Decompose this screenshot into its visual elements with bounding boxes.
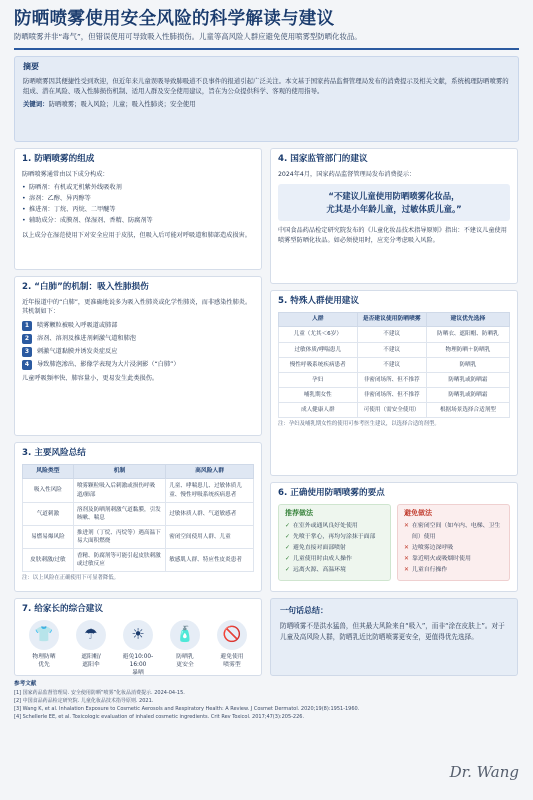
advice-label: 遮阳帽/ xyxy=(81,653,101,660)
table-row xyxy=(279,372,510,387)
table-row xyxy=(279,327,510,342)
table-cell: 敏感肌人群、特应性皮炎患者 xyxy=(166,549,254,572)
table-header: 建议优先选择 xyxy=(426,312,509,327)
left-column xyxy=(14,148,262,598)
item-text: 边喷雾边深呼吸 xyxy=(411,544,454,551)
table-cell: 根据场景选择合适剂型 xyxy=(426,402,509,417)
item-text: 避免直接对面部喷射 xyxy=(292,544,346,551)
table-cell: 不建议 xyxy=(357,357,426,372)
table-cell: 防晒乳或防晒霜 xyxy=(426,387,509,402)
table-row xyxy=(23,549,254,572)
section-title: 7. 给家长的综合建议 xyxy=(22,603,103,614)
section-outro: 儿童呼吸频率快、肺容量小，更易发生此类损伤。 xyxy=(22,374,159,382)
table-cell: 哺乳期女性 xyxy=(279,387,358,402)
table-note: 注：以上风险在正确使用下可显著降低。 xyxy=(22,575,120,582)
table-cell: 过敏体质人群、气道敏感者 xyxy=(166,502,254,525)
advice-label: 物理防晒 xyxy=(32,653,56,660)
section-mechanism xyxy=(14,276,262,436)
advice-item xyxy=(163,620,207,677)
step-number: 3 xyxy=(22,347,32,357)
main-columns xyxy=(14,148,519,598)
list-item: • 溶剂：乙醇、异丙醇等 xyxy=(22,194,254,205)
section-risks xyxy=(14,442,262,592)
sun-icon: ☀ xyxy=(123,620,153,650)
table-cell: 推进剂（丁烷、丙烷等）遇高温下易大面积燃烧 xyxy=(73,525,165,548)
table-cell: 喷雾颗粒吸入后刺激或损伤呼吸道/肺部 xyxy=(73,479,165,502)
step-number: 4 xyxy=(22,360,32,370)
table-header: 风险类型 xyxy=(23,464,74,479)
item-text: 儿童自行操作 xyxy=(411,566,448,573)
table-cell: 孕妇 xyxy=(279,372,358,387)
table-cell: 气道刺激 xyxy=(23,502,74,525)
list-item xyxy=(285,543,384,554)
list-item xyxy=(22,334,254,344)
table-cell: 吸入性风险 xyxy=(23,479,74,502)
summary-body: 防晒喷雾不是洪水猛兽，但其最大风险来自“吸入”，而非“涂在皮肤上”。对于儿童及高风险人群，防晒乳近比防晒喷雾更安全，更值得优先选择。 xyxy=(280,621,505,641)
list-item: • 推进剂：丁烷、丙烷、二甲醚等 xyxy=(22,205,254,216)
cross-icon: ✕ xyxy=(404,544,409,551)
table-cell: 不建议 xyxy=(357,327,426,342)
table-cell: 成人健康人群 xyxy=(279,402,358,417)
item-text: 远离火源、高温环境 xyxy=(292,566,346,573)
table-header: 机制 xyxy=(73,464,165,479)
quote-line: “不建议儿童使用防晒喷雾化妆品， xyxy=(328,191,460,202)
reference-item: [1] 国家药品监督管理局. 安全使用防晒“喷雾”化妆品消费提示. 2024-04-15. xyxy=(14,689,185,696)
item-text: 在密闭空间（如车内、电梯、卫生间）使用 xyxy=(411,523,501,540)
section-composition xyxy=(14,148,262,270)
page-subtitle: 防晒喷雾并非“毒气”，但错误使用可导致吸入性肺损伤。儿童等高风险人群应避免使用喷雾型防晒化妆品。 xyxy=(14,32,362,41)
item-text: 在室外或通风良好处使用 xyxy=(292,523,358,530)
table-note: 注：孕妇及哺乳期女性的使用可参考医生建议，以选择合适的剂型。 xyxy=(278,421,440,428)
references xyxy=(14,680,519,721)
table-row xyxy=(23,525,254,548)
check-icon: ✓ xyxy=(285,544,290,551)
list-item xyxy=(285,521,384,532)
table-cell: 物理防晒＋防晒乳 xyxy=(426,342,509,357)
section-title: 5. 特殊人群使用建议 xyxy=(278,295,359,306)
advice-label: 避免10:00-16:00 xyxy=(122,653,154,668)
list-item xyxy=(285,565,384,576)
table-row xyxy=(279,357,510,372)
composition-list xyxy=(22,183,254,226)
bottom-row xyxy=(14,598,519,676)
cross-icon: ✕ xyxy=(404,523,409,530)
table-cell: 儿童、哮喘患儿、过敏体质儿童、慢性呼吸系统疾病患者 xyxy=(166,479,254,502)
table-cell: 儿童（尤其＜6岁） xyxy=(279,327,358,342)
table-cell: 防晒乳或防晒霜 xyxy=(426,372,509,387)
advice-label: 喷雾型 xyxy=(223,661,241,668)
hat-icon: ☂ xyxy=(76,620,106,650)
table-cell: 慢性呼吸系统疾病患者 xyxy=(279,357,358,372)
step-number: 1 xyxy=(22,321,32,331)
cross-icon: ✕ xyxy=(404,566,409,573)
step-number: 2 xyxy=(22,334,32,344)
section-outro: 以上成分在湿范使用下对安全应用于皮肤，但吸入后可能对呼吸道和肺部造成损害。 xyxy=(22,231,251,239)
avoid-heading: 避免做法 xyxy=(404,508,432,517)
references-heading: 参考文献 xyxy=(14,680,37,687)
step-text: 喷雾颗粒被吸入呼吸道或肺部 xyxy=(37,321,118,329)
list-item xyxy=(22,360,254,370)
table-header: 是否建议使用防晒喷雾 xyxy=(357,312,426,327)
table-cell: 皮肤刺激/过敏 xyxy=(23,549,74,572)
table-cell: 可使用（需安全使用） xyxy=(357,402,426,417)
shirt-icon: 👕 xyxy=(29,620,59,650)
section-title: 4. 国家监管部门的建议 xyxy=(278,153,368,164)
recommended-list xyxy=(285,521,384,576)
section-intro: 防晒喷雾通常由以下成分构成： xyxy=(22,170,109,178)
reference-item: [3] Wang K, et al. Inhalation Exposure to Cosmetic Aerosols and Respiratory Health: A Review. J Cosmet Dermatol. 2020;19(8):1951-1960. xyxy=(14,705,360,712)
table-cell: 非密闭场所、但不推荐 xyxy=(357,372,426,387)
table-header: 高风险人群 xyxy=(166,464,254,479)
section-intro: 近年报道中的“白肺”，更准确地说多为吸入性肺炎或化学性肺炎，而非感染性肺炎。其机制如下： xyxy=(22,298,252,316)
cross-icon: ✕ xyxy=(404,555,409,562)
step-text: 刺激气道黏膜并诱发炎症反应 xyxy=(37,347,118,355)
section-title: 2. “白肺”的机制：吸入性肺损伤 xyxy=(22,281,149,292)
summary-box xyxy=(270,598,518,676)
table-cell: 非密闭场所、但不推荐 xyxy=(357,387,426,402)
section-title: 1. 防晒喷雾的组成 xyxy=(22,153,95,164)
mechanism-steps xyxy=(22,321,254,370)
risk-table xyxy=(22,464,254,573)
section-usage xyxy=(270,482,518,592)
list-item xyxy=(404,565,503,576)
special-groups-table xyxy=(278,312,510,418)
page-title: 防晒喷雾使用安全风险的科学解读与建议 xyxy=(14,9,335,29)
summary-heading: 一句话总结： xyxy=(280,605,328,615)
table-row xyxy=(279,342,510,357)
check-icon: ✓ xyxy=(285,555,290,562)
item-text: 先喷于掌心，再均匀涂抹于面部 xyxy=(292,533,376,540)
lotion-icon: 🧴 xyxy=(170,620,200,650)
list-item xyxy=(404,554,503,565)
advice-label: 避免使用 xyxy=(220,653,244,660)
advice-label: 遮阳伞 xyxy=(82,661,100,668)
advice-item xyxy=(22,620,66,677)
list-item: • 防晒剂：有机或无机紫外线吸收剂 xyxy=(22,183,254,194)
section-intro: 2024年4月，国家药品监督管理局发布消费提示： xyxy=(278,170,416,178)
keywords xyxy=(23,100,510,109)
list-item xyxy=(285,532,384,543)
title-divider xyxy=(14,48,519,50)
table-cell: 密闭空间使用人群、儿童 xyxy=(166,525,254,548)
list-item xyxy=(404,543,503,554)
recommended-heading: 推荐做法 xyxy=(285,508,313,517)
reference-item: [2] 中国食品药品检定研究院. 儿童化妆品技术指导原则. 2021. xyxy=(14,697,154,704)
advice-label: 优先 xyxy=(38,661,50,668)
table-cell: 香精、防腐剂等可能引起皮肤刺激或过敏反应 xyxy=(73,549,165,572)
advice-label: 防晒乳 xyxy=(176,653,194,660)
advice-label: 更安全 xyxy=(176,661,194,668)
advice-item xyxy=(116,620,160,677)
advice-item xyxy=(69,620,113,677)
table-row xyxy=(23,502,254,525)
table-cell: 过敏体质/哮喘患儿 xyxy=(279,342,358,357)
quote-line: 尤其是小年龄儿童，过敏体质儿童。” xyxy=(326,203,462,214)
signature: Dr. Wang xyxy=(449,762,519,781)
list-item xyxy=(285,554,384,565)
check-icon: ✓ xyxy=(285,533,290,540)
abstract-heading: 摘要 xyxy=(23,61,39,71)
table-row xyxy=(279,402,510,417)
check-icon: ✓ xyxy=(285,523,290,530)
item-text: 儿童使用时由成人操作 xyxy=(292,555,352,562)
avoid-box xyxy=(397,504,510,581)
advice-icons xyxy=(22,620,254,677)
keywords-label: 关键词： xyxy=(23,100,49,109)
list-item xyxy=(22,321,254,331)
recommended-box xyxy=(278,504,391,581)
table-cell: 防晒乳 xyxy=(426,357,509,372)
section-regulator xyxy=(270,148,518,284)
section-title: 6. 正确使用防晒喷雾的要点 xyxy=(278,487,385,498)
section-title: 3. 主要风险总结 xyxy=(22,447,86,458)
step-text: 导致肺泡渗出、影像学表现为大片浸润影（“白肺”） xyxy=(37,360,180,368)
regulator-quote xyxy=(278,184,510,221)
table-header: 人群 xyxy=(279,312,358,327)
table-row xyxy=(279,387,510,402)
abstract-box xyxy=(14,56,519,142)
no-spray-icon: 🚫 xyxy=(217,620,247,650)
avoid-list xyxy=(404,521,503,576)
table-row xyxy=(23,479,254,502)
usage-columns xyxy=(278,504,510,581)
table-cell: 不建议 xyxy=(357,342,426,357)
check-icon: ✓ xyxy=(285,566,290,573)
advice-label: 暴晒 xyxy=(132,669,144,676)
item-text: 靠近明火或吸烟时使用 xyxy=(411,555,471,562)
step-text: 溶剂、溶剂及推进剂刺激气道和肺泡 xyxy=(37,334,136,342)
table-cell: 溶剂及防晒剂刺激气道黏膜，引发咳嗽、喘息 xyxy=(73,502,165,525)
table-cell: 易燃易爆风险 xyxy=(23,525,74,548)
section-body: 中国食品药品检定研究院发布的《儿童化妆品技术指导原则》指出：不建议儿童使用喷雾型防晒化妆品。如必须使用时，应充分考虑吸入风险。 xyxy=(278,227,507,245)
abstract-body: 防晒喷雾因其便捷性受到欢迎，但近年来儿童误吸导致肺吸道不良事件的报道引起广泛关注。本文基于国家药品监督管理局发布的消费提示及相关文献，系统梳理防晒喷雾的组成、潜在风险、吸入性肺损伤机制、适用人群及安全使用建议，旨在为公众提供科学、客观的使用指导。 xyxy=(23,76,509,96)
table-cell: 防晒衣、遮阳帽、防晒乳 xyxy=(426,327,509,342)
section-parent-advice xyxy=(14,598,262,676)
section-special-groups xyxy=(270,290,518,476)
keywords-text: 防晒喷雾；吸入风险；儿童；吸入性肺炎；安全使用 xyxy=(48,100,196,109)
list-item: • 辅助成分：成膜剂、保湿剂、香精、防腐剂等 xyxy=(22,216,254,227)
advice-item xyxy=(210,620,254,677)
right-column xyxy=(270,148,518,598)
reference-item: [4] Schellerle EE, et al. Toxicologic evaluation of inhaled cosmetic ingredients. Crit Rev Toxicol. 2017;47(3):205-226. xyxy=(14,713,305,720)
list-item xyxy=(404,521,503,543)
list-item xyxy=(22,347,254,357)
